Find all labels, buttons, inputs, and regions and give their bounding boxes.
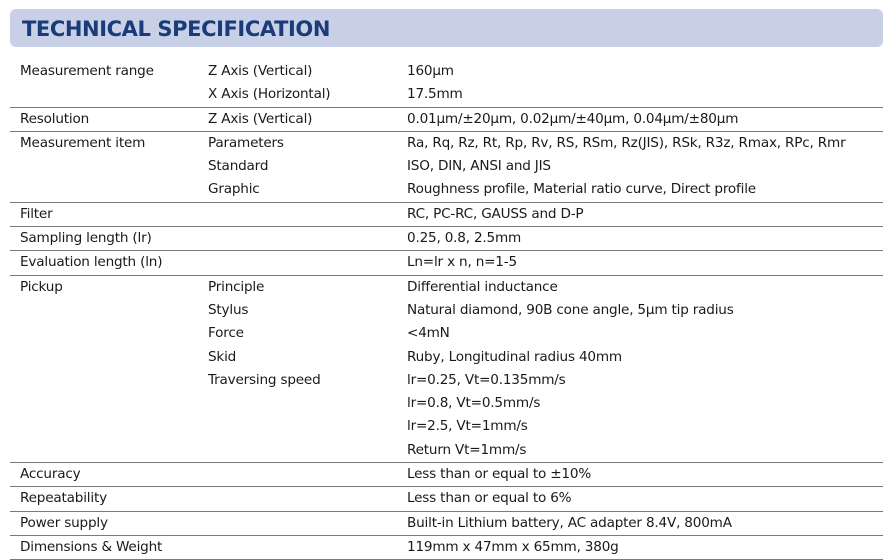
spec-section xyxy=(10,463,883,487)
spec-section xyxy=(10,108,883,132)
spec-label: Evaluation length (ln) xyxy=(20,254,163,271)
spec-section xyxy=(10,251,883,275)
spec-row xyxy=(10,60,883,83)
spec-row xyxy=(10,83,883,106)
spec-row xyxy=(10,346,883,369)
spec-sublabel: X Axis (Horizontal) xyxy=(208,86,331,103)
spec-label: Resolution xyxy=(20,110,90,127)
spec-sublabel: Force xyxy=(208,325,244,342)
spec-value: Less than or equal to 6% xyxy=(407,490,572,507)
spec-row xyxy=(10,108,883,131)
spec-row xyxy=(10,487,883,510)
spec-sublabel: Stylus xyxy=(208,301,249,318)
spec-value: 17.5mm xyxy=(407,86,463,103)
spec-section xyxy=(10,276,883,463)
spec-row xyxy=(10,392,883,415)
spec-value: lr=0.8, Vt=0.5mm/s xyxy=(407,395,541,412)
spec-row xyxy=(10,463,883,486)
page-title: TECHNICAL SPECIFICATION xyxy=(22,17,331,41)
spec-row xyxy=(10,299,883,322)
spec-row xyxy=(10,155,883,178)
spec-sublabel: Graphic xyxy=(208,181,260,198)
spec-row xyxy=(10,227,883,250)
spec-row xyxy=(10,512,883,535)
spec-row xyxy=(10,178,883,201)
spec-value: RC, PC-RC, GAUSS and D-P xyxy=(407,205,584,222)
spec-section xyxy=(10,512,883,536)
spec-sublabel: Z Axis (Vertical) xyxy=(208,63,313,79)
spec-value: 119mm x 47mm x 65mm, 380g xyxy=(407,538,619,555)
spec-label: Filter xyxy=(20,205,53,222)
spec-section xyxy=(10,227,883,251)
spec-section xyxy=(10,203,883,227)
spec-label: Accuracy xyxy=(20,466,81,483)
spec-label: Pickup xyxy=(20,278,63,295)
spec-value: Roughness profile, Material ratio curve, Direct profile xyxy=(407,181,756,198)
spec-table xyxy=(10,60,883,560)
spec-value: Return Vt=1mm/s xyxy=(407,441,527,458)
spec-value: Natural diamond, 90B cone angle, 5µm tip radius xyxy=(407,301,734,318)
spec-row xyxy=(10,415,883,438)
spec-row xyxy=(10,439,883,462)
spec-value: Ln=lr x n, n=1-5 xyxy=(407,254,517,271)
spec-row xyxy=(10,369,883,392)
spec-sublabel: Traversing speed xyxy=(208,371,321,388)
spec-value: ISO, DIN, ANSI and JIS xyxy=(407,158,551,175)
spec-row xyxy=(10,132,883,155)
spec-value: lr=2.5, Vt=1mm/s xyxy=(407,418,528,435)
spec-value: 0.01µm/±20µm, 0.02µm/±40µm, 0.04µm/±80µm xyxy=(407,110,739,127)
spec-row xyxy=(10,322,883,345)
spec-sublabel: Skid xyxy=(208,348,237,365)
spec-section xyxy=(10,487,883,511)
spec-value: 0.25, 0.8, 2.5mm xyxy=(407,230,522,247)
spec-section xyxy=(10,132,883,203)
spec-value: lr=0.25, Vt=0.135mm/s xyxy=(407,371,566,388)
spec-value: Differential inductance xyxy=(407,278,558,295)
spec-value: 160µm xyxy=(407,63,454,79)
spec-label: Sampling length (lr) xyxy=(20,230,152,247)
spec-label: Repeatability xyxy=(20,490,107,507)
spec-label: Measurement item xyxy=(20,134,146,151)
spec-row xyxy=(10,276,883,299)
spec-label: Measurement range xyxy=(20,63,154,79)
spec-sublabel: Principle xyxy=(208,278,265,295)
spec-value: Ra, Rq, Rz, Rt, Rp, Rv, RS, RSm, Rz(JIS), RSk, R3z, Rmax, RPc, Rmr xyxy=(407,134,846,151)
spec-row xyxy=(10,203,883,226)
spec-row xyxy=(10,251,883,274)
spec-label: Power supply xyxy=(20,514,108,531)
spec-sublabel: Parameters xyxy=(208,134,284,151)
spec-value: <4mN xyxy=(407,325,450,342)
spec-sublabel: Z Axis (Vertical) xyxy=(208,110,313,127)
spec-label: Dimensions & Weight xyxy=(20,538,163,555)
spec-section xyxy=(10,60,883,108)
spec-section xyxy=(10,536,883,560)
spec-value: Less than or equal to ±10% xyxy=(407,466,592,483)
spec-row xyxy=(10,536,883,559)
spec-value: Ruby, Longitudinal radius 40mm xyxy=(407,348,622,365)
spec-sublabel: Standard xyxy=(208,158,269,175)
spec-value: Built-in Lithium battery, AC adapter 8.4V, 800mA xyxy=(407,514,732,531)
header-bar xyxy=(10,9,883,47)
